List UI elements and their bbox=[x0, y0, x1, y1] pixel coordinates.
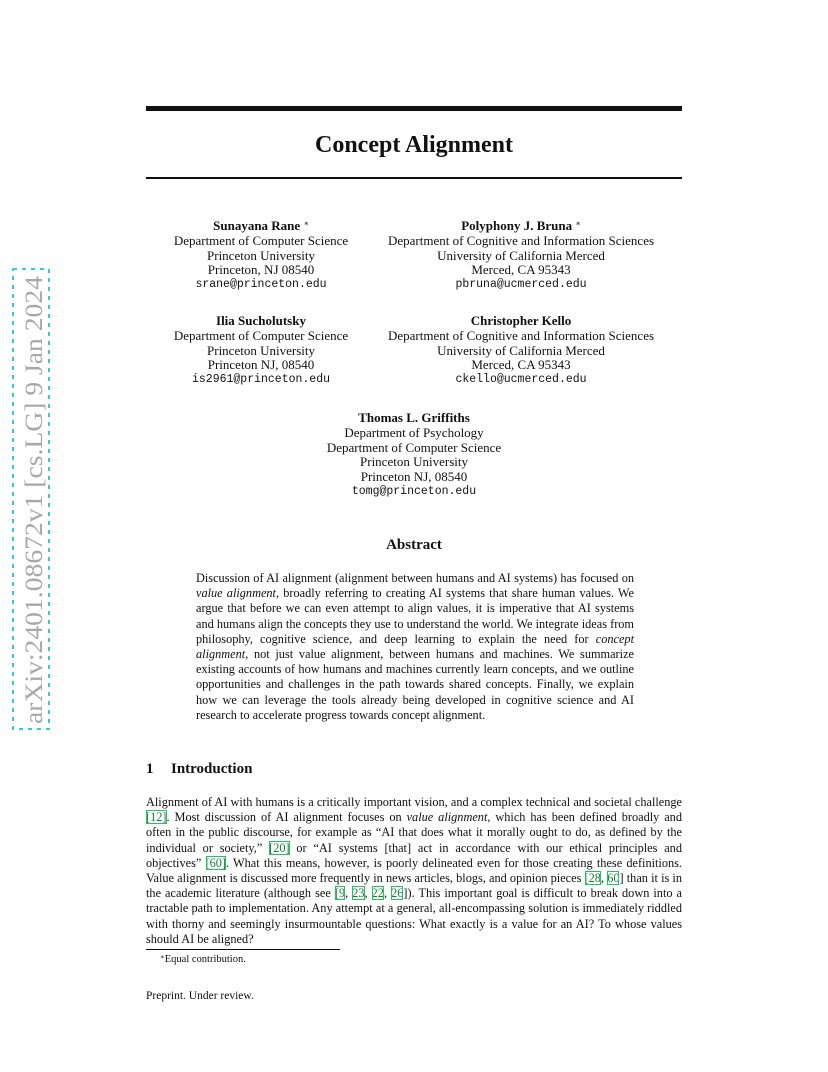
title-rule-top bbox=[146, 106, 682, 111]
author-affiliation: University of California Merced bbox=[437, 247, 605, 263]
author-affiliation: Department of Computer Science bbox=[326, 439, 502, 455]
citation-link[interactable]: [60] bbox=[205, 855, 227, 870]
author-block-rane bbox=[146, 217, 376, 293]
author-affiliation: Department of Cognitive and Information Sciences bbox=[387, 232, 655, 248]
section-heading-introduction bbox=[146, 761, 252, 778]
author-block-kello bbox=[376, 314, 666, 388]
author-name: Thomas L. Griffiths bbox=[358, 410, 470, 425]
author-block-bruna bbox=[376, 217, 666, 293]
author-address: Merced, CA 95343 bbox=[471, 262, 571, 278]
citation-link[interactable]: [9 bbox=[334, 886, 346, 901]
author-affiliation: Department of Computer Science bbox=[173, 232, 349, 248]
author-email[interactable]: ckello@ucmerced.edu bbox=[455, 373, 587, 387]
footnote-rule bbox=[146, 949, 340, 950]
citation-link[interactable]: 60 bbox=[607, 871, 620, 886]
author-email[interactable]: srane@princeton.edu bbox=[195, 278, 327, 292]
author-affiliation: Department of Psychology bbox=[344, 424, 484, 440]
abstract-heading: Abstract bbox=[386, 537, 442, 553]
preprint-footer: Preprint. Under review. bbox=[146, 990, 254, 1002]
paper-title: Concept Alignment bbox=[315, 132, 513, 158]
citation-link[interactable]: 23 bbox=[352, 886, 365, 901]
author-block-sucholutsky bbox=[146, 314, 376, 388]
author-address: Princeton, NJ 08540 bbox=[207, 262, 315, 278]
author-email[interactable]: pbruna@ucmerced.edu bbox=[455, 278, 587, 292]
arxiv-stamp-text: arXiv:2401.08672v1 [cs.LG] 9 Jan 2024 bbox=[21, 318, 48, 724]
author-address: Merced, CA 95343 bbox=[471, 357, 571, 373]
citation-link[interactable]: [20] bbox=[269, 840, 290, 855]
author-affiliation: Princeton University bbox=[360, 454, 468, 470]
author-block-griffiths bbox=[264, 411, 564, 500]
author-name: Ilia Sucholutsky bbox=[216, 313, 306, 328]
section-title: Introduction bbox=[171, 761, 253, 777]
abstract-body: Discussion of AI alignment (alignment between humans and AI systems) has focused on value alignment, broadly referring to creating AI systems that share human values. We argue that before we can even attempt to align values, it is imperative that AI systems and humans align the concepts they use to understand the world. We integrate ideas from philosophy, cognitive science, and deep learning to explain the need for concept alignment, not just value alignment, between humans and machines. We summarize existing accounts of how humans and machines currently learn concepts, and we outline opportunities and challenges in the path towards shared concepts. Finally, we explain how we can leverage the tools already being developed in cognitive science and AI research to accelerate progress towards concept alignment. bbox=[196, 571, 634, 722]
citation-link[interactable]: 22 bbox=[371, 886, 384, 901]
author-affiliation: Princeton University bbox=[207, 342, 315, 358]
title-rule-bottom bbox=[146, 177, 682, 179]
author-name: Polyphony J. Bruna ∗ bbox=[461, 218, 581, 233]
citation-link[interactable]: [28 bbox=[584, 871, 601, 886]
author-email[interactable]: tomg@princeton.edu bbox=[351, 484, 477, 498]
citation-link[interactable]: 26 bbox=[391, 886, 404, 901]
author-name: Christopher Kello bbox=[470, 313, 572, 328]
citation-link[interactable]: [12] bbox=[146, 810, 167, 825]
author-affiliation: Department of Cognitive and Information Sciences bbox=[387, 327, 655, 343]
footnote: ∗Equal contribution. bbox=[160, 953, 246, 965]
arxiv-stamp[interactable] bbox=[11, 268, 51, 730]
author-name: Sunayana Rane ∗ bbox=[213, 218, 309, 233]
section-number: 1 bbox=[146, 761, 154, 777]
author-affiliation: Department of Computer Science bbox=[173, 327, 349, 343]
author-affiliation: University of California Merced bbox=[437, 342, 605, 358]
author-address: Princeton NJ, 08540 bbox=[360, 469, 468, 485]
introduction-paragraph: Alignment of AI with humans is a critically important vision, and a complex technical and societal challenge [12]. Most discussion of AI alignment focuses on value alignment, which has been defined broadly and often in the public discourse, for example as “AI that does what it morally ought to do, as defined by the individual or society,” [20] or “AI systems [that] act in accordance with our ethical principles and objectives” [60]. What this means, however, is poorly delineated even for those creating these definitions. Value alignment is discussed more frequently in news articles, blogs, and opinion pieces [28, 60] than it is in the academic literature (although see [9, 23, 22, 26]). This important goal is difficult to break down into a tractable path to implementation. Any attempt at a general, all-encompassing solution is immediately riddled with thorny and seemingly insurmountable questions: What exactly is a value for an AI? To whose values should AI be aligned? bbox=[146, 795, 683, 946]
author-email[interactable]: is2961@princeton.edu bbox=[191, 373, 331, 387]
author-affiliation: Princeton University bbox=[207, 247, 315, 263]
author-address: Princeton NJ, 08540 bbox=[207, 357, 315, 373]
